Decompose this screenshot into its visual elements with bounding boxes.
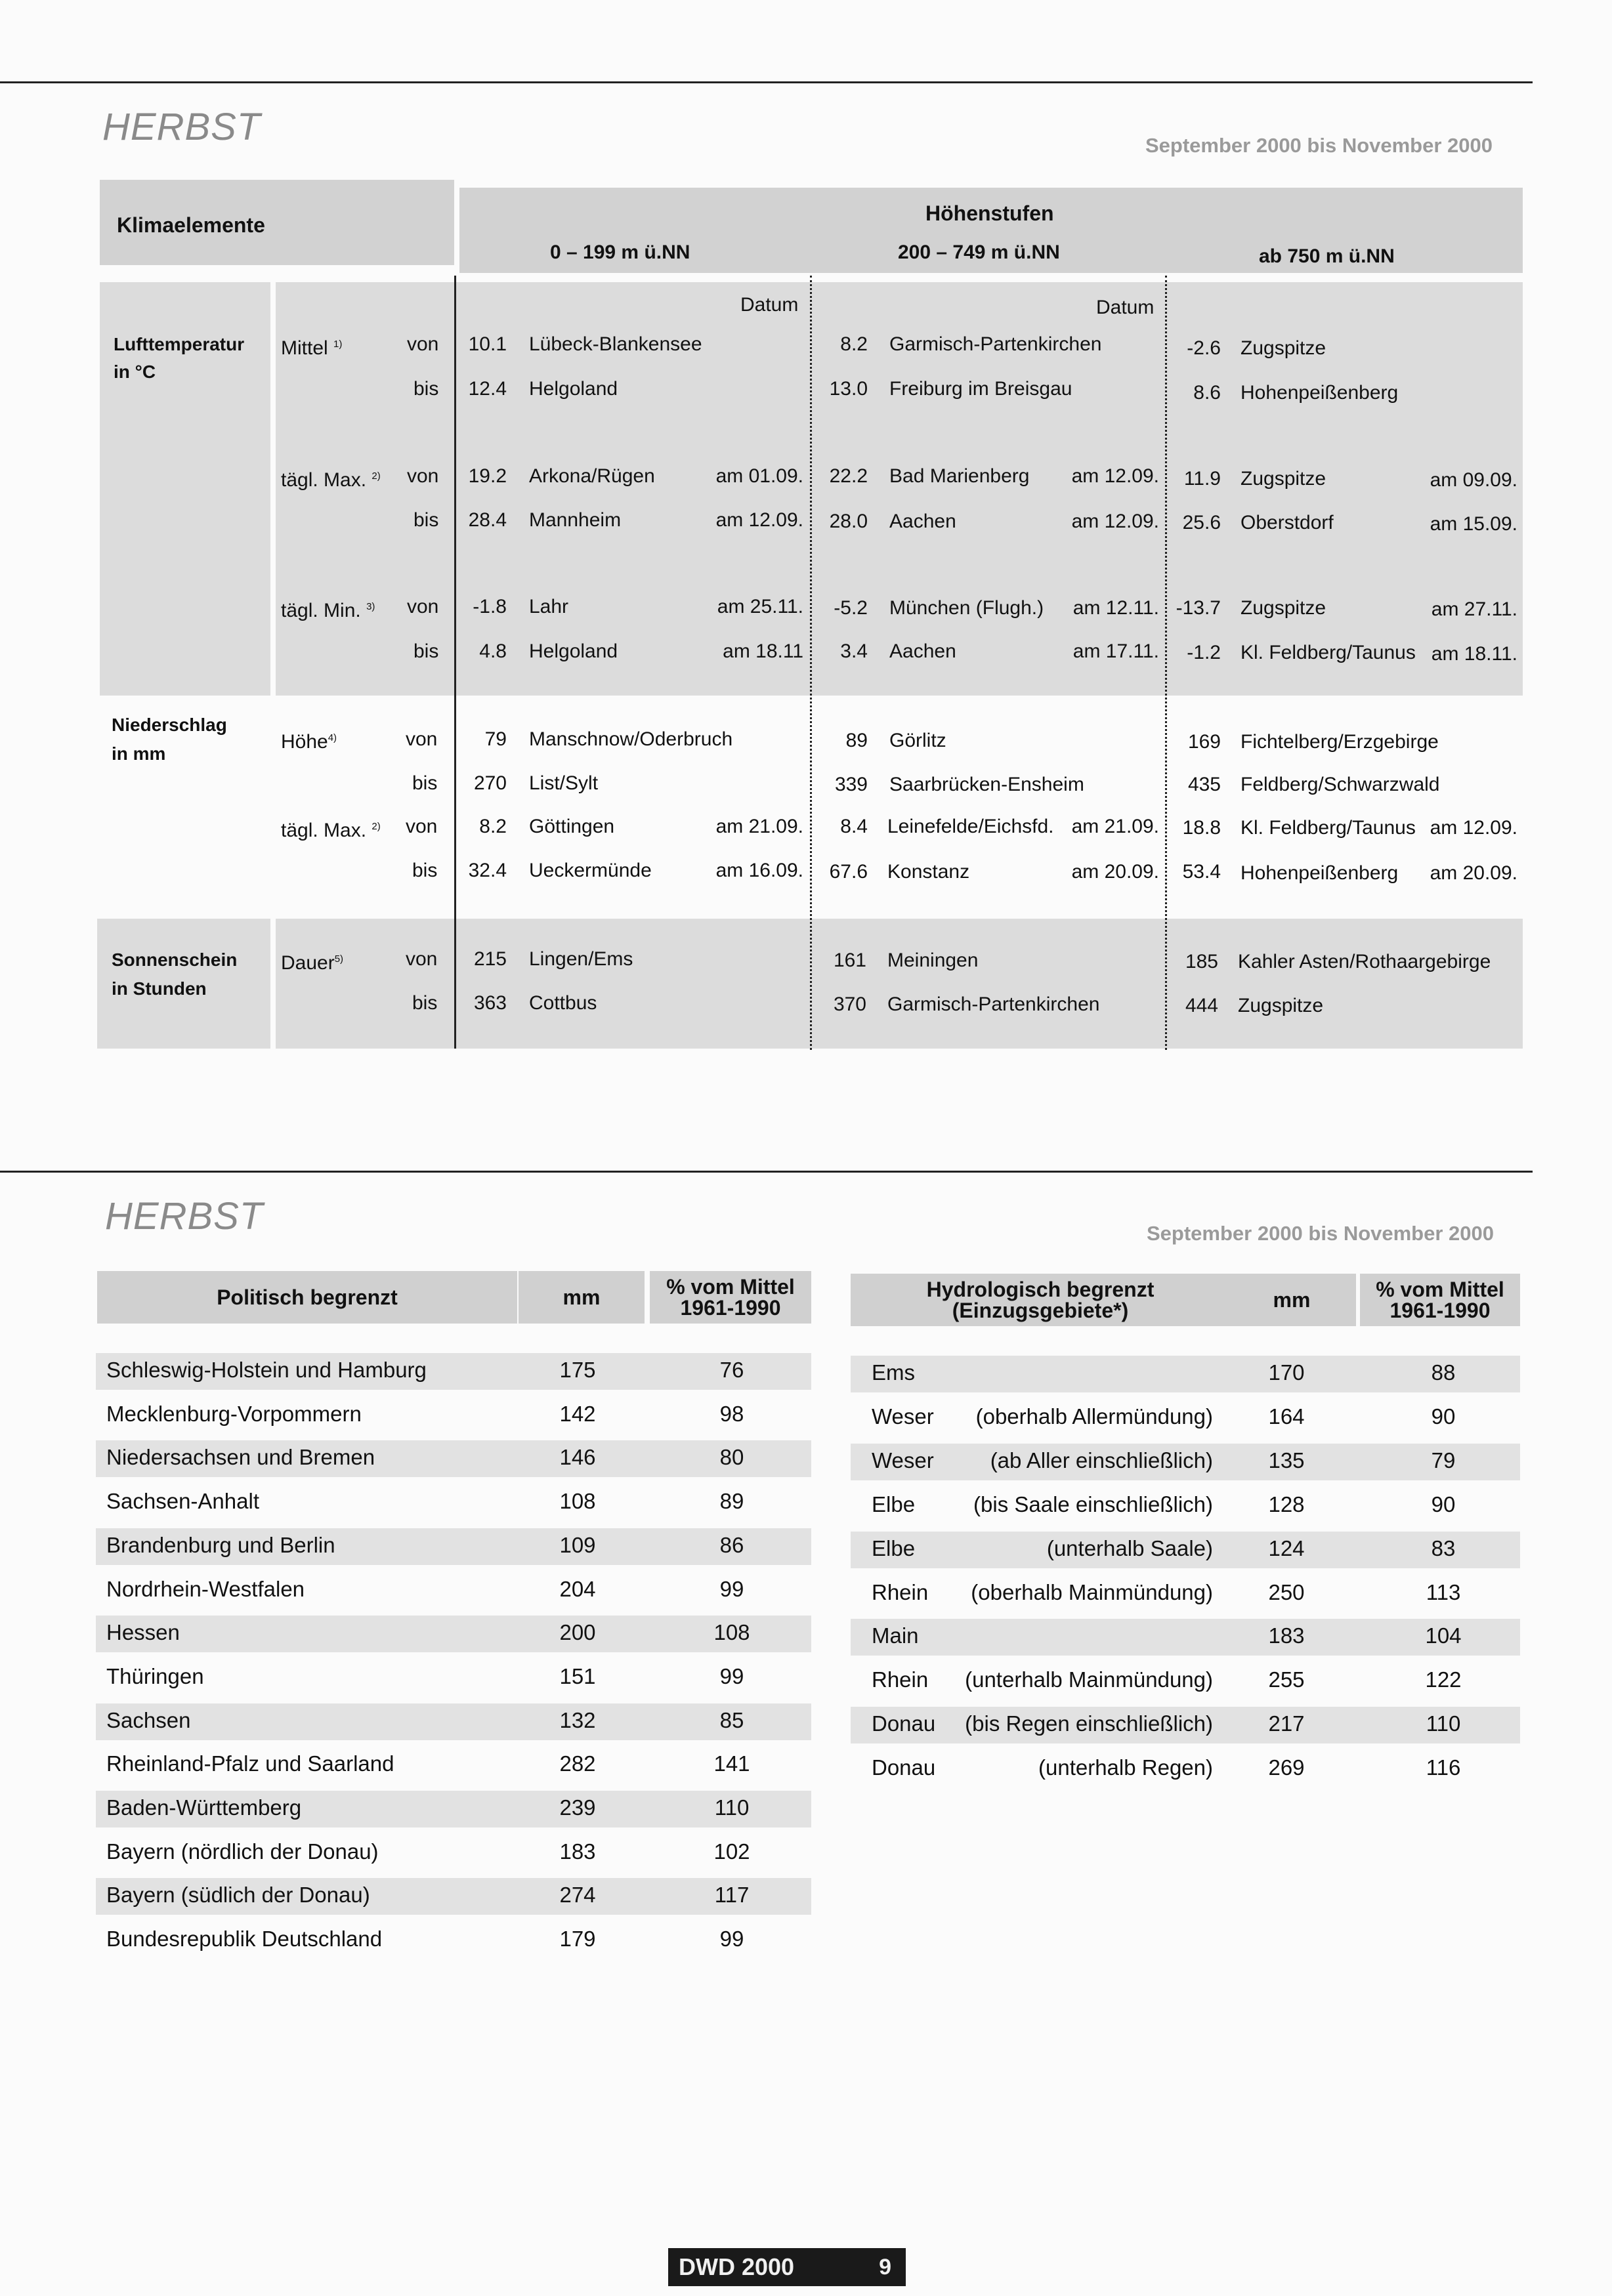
col2-date: am 17.11.: [1072, 640, 1159, 662]
col1-date: am 16.09.: [715, 860, 803, 881]
river-section: (oberhalb Allermündung): [975, 1404, 1213, 1429]
table-row: [0, 1360, 1612, 1388]
label-niederschlag-unit: in mm: [112, 743, 166, 764]
river-name: Elbe: [872, 1492, 916, 1516]
river-name: Ems: [872, 1360, 915, 1385]
col1-station: Arkona/Rügen: [529, 465, 655, 487]
region-pct: 99: [719, 1664, 744, 1688]
river-section: (unterhalb Regen): [1038, 1755, 1213, 1780]
region-name: Bundesrepublik Deutschland: [106, 1927, 383, 1951]
col2-station: Freiburg im Breisgau: [889, 378, 1072, 400]
label-sonnenschein: Sonnenschein: [112, 950, 238, 970]
river-pct: 90: [1431, 1404, 1456, 1429]
col3-value: 435: [1187, 774, 1221, 795]
climate-row: [0, 596, 1612, 619]
river-section: (unterhalb Saale): [1046, 1536, 1213, 1560]
col3-value: 53.4: [1182, 861, 1221, 883]
col2-date: am 12.11.: [1072, 597, 1159, 619]
river-name: Rhein: [872, 1580, 929, 1604]
region-pct: 85: [719, 1708, 744, 1732]
col2-station: Meiningen: [887, 950, 979, 971]
river-mm: 164: [1268, 1404, 1305, 1429]
river-name: Donau: [872, 1755, 936, 1780]
river-name: Rhein: [872, 1667, 929, 1692]
river-pct: 122: [1425, 1667, 1462, 1692]
table-row: [0, 1882, 827, 1911]
top-title: HERBST: [102, 106, 261, 148]
region-name: Nordrhein-Westfalen: [106, 1577, 305, 1601]
col1-value: 28.4: [468, 509, 507, 531]
region-name: Rheinland-Pfalz und Saarland: [106, 1751, 394, 1776]
col2-station: Görlitz: [889, 730, 946, 751]
col1-value: 270: [473, 772, 507, 794]
region-name: Brandenburg und Berlin: [106, 1533, 335, 1557]
col1-value: 79: [484, 728, 507, 750]
col1-station: List/Sylt: [529, 772, 599, 794]
col1-date: am 12.09.: [715, 509, 803, 531]
label-lufttemperatur: Lufttemperatur: [114, 334, 245, 354]
col3-station: Fichtelberg/Erzgebirge: [1241, 731, 1439, 753]
region-mm: 183: [559, 1839, 596, 1864]
col2-station: München (Flugh.): [889, 597, 1044, 619]
river-section: (ab Aller einschließlich): [990, 1448, 1213, 1472]
pol-header-pct-line1: % vom Mittel: [666, 1275, 795, 1299]
region-pct: 102: [713, 1839, 750, 1864]
region-mm: 142: [559, 1402, 596, 1426]
col3-value: 169: [1187, 731, 1221, 753]
col1-station: Lahr: [529, 596, 569, 617]
river-pct: 110: [1426, 1711, 1461, 1736]
region-name: Sachsen: [106, 1708, 191, 1732]
col2-station: Garmisch-Partenkirchen: [889, 333, 1102, 355]
col3-value: 444: [1185, 995, 1218, 1016]
region-mm: 151: [559, 1664, 596, 1688]
river-mm: 124: [1268, 1536, 1305, 1560]
col1-station: Göttingen: [529, 816, 615, 837]
header-klimaelemente: Klimaelemente: [117, 213, 265, 237]
region-pct: 110: [714, 1795, 750, 1820]
col3-value: -13.7: [1176, 597, 1221, 619]
region-pct: 117: [714, 1883, 750, 1907]
label-hoehe: Höhe$^{4)}$: [281, 731, 337, 753]
col3-station: Hohenpeißenberg: [1241, 382, 1399, 404]
region-name: Baden-Württemberg: [106, 1795, 302, 1820]
col1-value: 32.4: [468, 860, 507, 881]
region-pct: 99: [719, 1927, 744, 1951]
region-name: Mecklenburg-Vorpommern: [106, 1402, 362, 1426]
river-name: Main: [872, 1623, 919, 1648]
header-col1: 0 – 199 m ü.NN: [550, 241, 690, 263]
col2-value: 22.2: [829, 465, 868, 487]
region-pct: 108: [713, 1620, 750, 1644]
col2-value: -5.2: [834, 597, 868, 619]
col1-date: am 25.11.: [717, 596, 803, 617]
top-period: September 2000 bis November 2000: [1145, 134, 1493, 157]
river-mm: 135: [1268, 1448, 1305, 1472]
col1-value: 12.4: [468, 378, 507, 400]
col1-station: Lingen/Ems: [529, 948, 633, 970]
river-pct: 113: [1426, 1580, 1461, 1604]
river-mm: 128: [1268, 1492, 1305, 1516]
col1-value: 4.8: [479, 640, 507, 662]
col2-date: am 12.09.: [1071, 511, 1159, 532]
col3-station: Zugspitze: [1241, 597, 1326, 619]
region-mm: 146: [559, 1445, 596, 1469]
region-pct: 141: [713, 1751, 750, 1776]
climate-row: [0, 772, 1612, 796]
datum-label-col1: Datum: [740, 294, 799, 316]
col1-station: Ueckermünde: [529, 860, 652, 881]
col3-station: Zugspitze: [1241, 468, 1326, 490]
region-name: Hessen: [106, 1620, 180, 1644]
river-name: Weser: [872, 1404, 934, 1429]
von-label: von: [406, 728, 438, 750]
climate-row: [0, 378, 1612, 402]
von-label: von: [406, 816, 438, 837]
hyd-header-pct: [1360, 1274, 1520, 1326]
pol-header-pct-line2: 1961-1990: [680, 1296, 781, 1320]
header-hoehenstufen: Höhenstufen: [925, 201, 1054, 225]
hyd-header-pct-line2: 1961-1990: [1389, 1299, 1491, 1322]
col3-value: 25.6: [1182, 512, 1221, 533]
river-mm: 217: [1268, 1711, 1305, 1736]
bottom-title: HERBST: [105, 1195, 264, 1238]
region-mm: 132: [559, 1708, 596, 1732]
region-mm: 204: [559, 1577, 596, 1601]
col2-value: 370: [833, 993, 866, 1015]
col2-value: 8.4: [840, 816, 868, 837]
label-niederschlag: Niederschlag: [112, 715, 227, 735]
footer-label: DWD 2000: [679, 2253, 795, 2280]
col1-station: Cottbus: [529, 992, 597, 1014]
col3-station: Kahler Asten/Rothaargebirge: [1238, 951, 1491, 972]
col1-value: -1.8: [473, 596, 507, 617]
col2-value: 28.0: [829, 511, 868, 532]
label-taegl-max: tägl. Max. $^{2)}$: [281, 469, 381, 491]
region-pct: 89: [719, 1489, 744, 1513]
col3-value: -2.6: [1187, 337, 1221, 359]
col1-date: am 01.09.: [715, 465, 803, 487]
river-pct: 79: [1431, 1448, 1456, 1472]
label-taegl-min: tägl. Min. $^{3)}$: [281, 600, 375, 621]
river-section: (oberhalb Mainmündung): [971, 1580, 1213, 1604]
col2-value: 8.2: [840, 333, 868, 355]
bis-label: bis: [412, 772, 438, 794]
river-mm: 250: [1268, 1580, 1305, 1604]
col2-value: 13.0: [829, 378, 868, 400]
col3-date: am 09.09.: [1430, 469, 1517, 491]
pol-header-pct: [650, 1271, 811, 1324]
col3-date: am 12.09.: [1430, 817, 1517, 839]
pol-header-name: Politisch begrenzt: [97, 1271, 517, 1324]
col3-station: Oberstdorf: [1241, 512, 1334, 533]
col2-station: Garmisch-Partenkirchen: [887, 993, 1100, 1015]
col1-value: 363: [473, 992, 507, 1014]
col3-date: am 15.09.: [1430, 513, 1517, 535]
river-mm: 255: [1268, 1667, 1305, 1692]
col2-value: 3.4: [840, 640, 868, 662]
river-name: Weser: [872, 1448, 934, 1472]
climate-row: [0, 509, 1612, 533]
region-mm: 200: [559, 1620, 596, 1644]
table-row: [0, 1667, 1612, 1696]
label-gap-2: [270, 919, 276, 1049]
region-pct: 80: [719, 1445, 744, 1469]
river-name: Elbe: [872, 1536, 916, 1560]
hyd-header-name-line2: (Einzugsgebiete*): [952, 1299, 1129, 1322]
river-name: Donau: [872, 1711, 936, 1736]
table-row: [0, 1623, 1612, 1652]
region-pct: 99: [719, 1577, 744, 1601]
label-lufttemperatur-unit: in °C: [114, 362, 156, 382]
table-row: [0, 1404, 1612, 1432]
col2-value: 89: [845, 730, 868, 751]
bis-label: bis: [414, 509, 439, 531]
bis-label: bis: [414, 378, 439, 400]
label-dauer: Dauer$^{5)}$: [281, 952, 344, 974]
col1-value: 19.2: [468, 465, 507, 487]
col1-value: 8.2: [479, 816, 507, 837]
bis-label: bis: [414, 640, 439, 662]
region-name: Bayern (nördlich der Donau): [106, 1839, 379, 1864]
col3-value: 8.6: [1193, 382, 1221, 404]
climate-row: [0, 992, 1612, 1016]
table-row: [0, 1448, 1612, 1476]
region-name: Bayern (südlich der Donau): [106, 1883, 370, 1907]
table-row: [0, 1839, 827, 1868]
col1-station: Manschnow/Oderbruch: [529, 728, 733, 750]
col3-station: Hohenpeißenberg: [1241, 862, 1399, 884]
col3-station: Kl. Feldberg/Taunus: [1241, 642, 1416, 663]
river-mm: 170: [1268, 1360, 1305, 1385]
col2-value: 161: [833, 950, 866, 971]
river-mm: 183: [1268, 1623, 1305, 1648]
top-rule: [0, 81, 1533, 83]
col3-station: Zugspitze: [1238, 995, 1324, 1016]
region-name: Thüringen: [106, 1664, 204, 1688]
climate-row: [0, 860, 1612, 883]
col3-date: am 27.11.: [1431, 598, 1517, 620]
river-pct: 116: [1426, 1755, 1461, 1780]
col1-station: Lübeck-Blankensee: [529, 333, 702, 355]
col2-station: Bad Marienberg: [889, 465, 1030, 487]
col3-value: 185: [1185, 951, 1218, 972]
region-name: Sachsen-Anhalt: [106, 1489, 259, 1513]
label-mittel: Mittel $^{1)}$: [281, 337, 343, 359]
label-taegl-max-niederschlag: tägl. Max. $^{2)}$: [281, 820, 381, 841]
region-mm: 108: [559, 1489, 596, 1513]
river-mm: 269: [1268, 1755, 1305, 1780]
bottom-period: September 2000 bis November 2000: [1147, 1222, 1494, 1245]
von-label: von: [407, 465, 439, 487]
region-mm: 274: [559, 1883, 596, 1907]
footer-badge: [668, 2248, 906, 2286]
col3-station: Kl. Feldberg/Taunus: [1241, 817, 1416, 839]
col3-value: 11.9: [1183, 468, 1221, 490]
footer-page: 9: [879, 2254, 891, 2280]
table-row: [0, 1492, 1612, 1520]
col2-date: am 20.09.: [1071, 861, 1159, 883]
col3-date: am 18.11.: [1431, 643, 1517, 665]
col3-station: Feldberg/Schwarzwald: [1241, 774, 1440, 795]
col2-station: Leinefelde/Eichsfd.: [887, 816, 1054, 837]
bis-label: bis: [412, 860, 438, 881]
hyd-header-name-line1: Hydrologisch begrenzt: [926, 1278, 1155, 1301]
bottom-rule: [0, 1171, 1533, 1173]
col1-value: 215: [473, 948, 507, 970]
table-row: [0, 1926, 827, 1955]
climate-row: [0, 816, 1612, 839]
region-pct: 76: [719, 1358, 744, 1382]
von-label: von: [407, 596, 439, 617]
col2-value: 339: [834, 774, 868, 795]
col2-station: Aachen: [889, 640, 956, 662]
river-pct: 83: [1431, 1536, 1456, 1560]
col2-value: 67.6: [829, 861, 868, 883]
label-sonnenschein-unit: in Stunden: [112, 978, 207, 999]
col2-date: am 12.09.: [1071, 465, 1159, 487]
table-row: [0, 1755, 1612, 1784]
header-col3: ab 750 m ü.NN: [1259, 245, 1395, 267]
datum-label-col2: Datum: [1096, 297, 1155, 318]
col1-station: Helgoland: [529, 378, 618, 400]
region-mm: 109: [559, 1533, 596, 1557]
col3-value: -1.2: [1187, 642, 1221, 663]
region-name: Niedersachsen und Bremen: [106, 1445, 375, 1469]
table-row: [0, 1579, 1612, 1608]
table-row: [0, 1535, 1612, 1564]
river-section: (bis Regen einschließlich): [965, 1711, 1213, 1736]
col3-date: am 20.09.: [1430, 862, 1517, 884]
von-label: von: [407, 333, 439, 355]
col2-station: Aachen: [889, 511, 956, 532]
region-pct: 86: [719, 1533, 744, 1557]
col1-date: am 18.11: [723, 640, 803, 662]
river-section: (unterhalb Mainmündung): [965, 1667, 1213, 1692]
river-pct: 88: [1431, 1360, 1456, 1385]
hyd-header-pct-line1: % vom Mittel: [1376, 1278, 1504, 1301]
hyd-header-mm: mm: [1227, 1274, 1356, 1326]
climate-row: [0, 465, 1612, 489]
climate-row: [0, 728, 1612, 752]
von-label: von: [406, 948, 438, 970]
table-row: [0, 1795, 827, 1824]
river-section: (bis Saale einschließlich): [973, 1492, 1213, 1516]
region-mm: 239: [559, 1795, 596, 1820]
col1-date: am 21.09.: [715, 816, 803, 837]
col2-station: Konstanz: [887, 861, 970, 883]
header-col2: 200 – 749 m ü.NN: [898, 241, 1060, 263]
region-mm: 179: [559, 1927, 596, 1951]
col3-value: 18.8: [1182, 817, 1221, 839]
table-row: [0, 1711, 1612, 1740]
region-mm: 282: [559, 1751, 596, 1776]
col1-station: Mannheim: [529, 509, 622, 531]
col1-value: 10.1: [468, 333, 507, 355]
climate-row: [0, 948, 1612, 972]
bis-label: bis: [412, 992, 438, 1014]
climate-row: [0, 640, 1612, 664]
river-pct: 90: [1431, 1492, 1456, 1516]
region-pct: 98: [719, 1402, 744, 1426]
climate-row: [0, 333, 1612, 357]
col3-station: Zugspitze: [1241, 337, 1326, 359]
col1-station: Helgoland: [529, 640, 618, 662]
pol-header-mm: mm: [519, 1271, 645, 1324]
river-pct: 104: [1425, 1623, 1462, 1648]
region-name: Schleswig-Holstein und Hamburg: [106, 1358, 427, 1382]
col2-date: am 21.09.: [1071, 816, 1159, 837]
region-mm: 175: [559, 1358, 596, 1382]
hyd-header-name: [851, 1274, 1230, 1326]
col2-station: Saarbrücken-Ensheim: [889, 774, 1084, 795]
